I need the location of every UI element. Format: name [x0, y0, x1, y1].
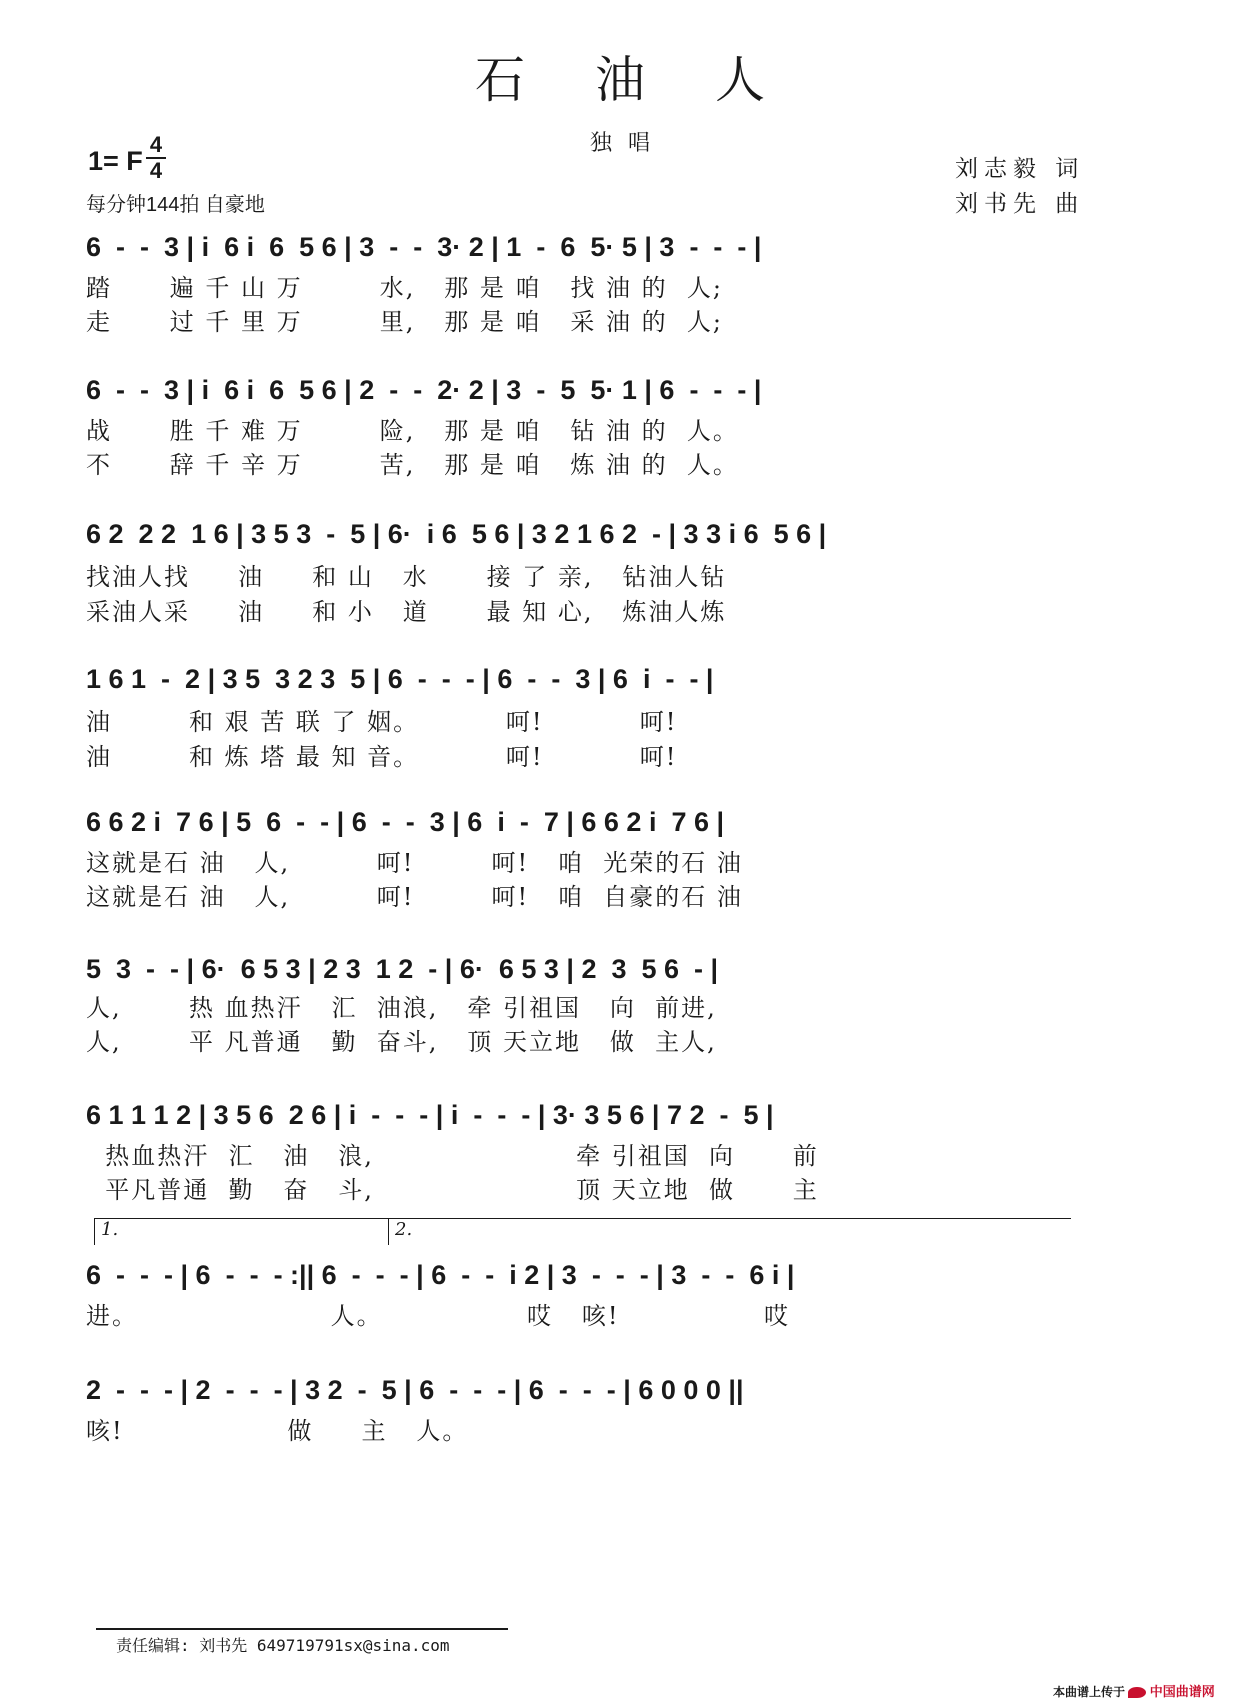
song-title: 石油人: [475, 51, 835, 109]
notation-row: 6 1 1 1 2 | 3 5 6 2 6 | i - - - | i - - - | 3· 3 5 6 | 7 2 - 5 |: [86, 1100, 774, 1130]
lyric-verse-1: 热血热汗 汇 油 浪, 牵 引祖国 向 前: [86, 1142, 819, 1170]
editor-credit: 责任编辑: 刘书先 649719791sx@sina.com: [116, 1636, 450, 1655]
upload-prefix: 本曲谱上传于: [1053, 1685, 1126, 1699]
lyric-verse-2: 平凡普通 勤 奋 斗, 顶 天立地 做 主: [86, 1176, 819, 1204]
lyric-verse-1: 踏 遍 千 山 万 水, 那 是 咱 找 油 的 人;: [86, 274, 723, 302]
notation-row: 6 - - 3 | i 6 i 6 5 6 | 3 - - 3· 2 | 1 - 6 5· 5 | 3 - - - |: [86, 232, 762, 262]
performance-type: 独唱: [589, 131, 666, 156]
site-name: 中国曲谱网: [1149, 1684, 1215, 1699]
notation-row: 1 6 1 - 2 | 3 5 3 2 3 5 | 6 - - - | 6 - - 3 | 6 i - - |: [86, 664, 714, 694]
lyric-verse-1: 人, 热 血热汗 汇 油浪, 牵 引祖国 向 前进,: [86, 994, 717, 1022]
lyric-verse-2: 走 过 千 里 万 里, 那 是 咱 采 油 的 人;: [86, 308, 723, 336]
site-logo-icon: [1128, 1687, 1146, 1698]
notation-row: 6 2 2 2 1 6 | 3 5 3 - 5 | 6· i 6 5 6 | 3 2 1 6 2 - | 3 3 i 6 5 6 |: [86, 519, 827, 549]
lyric-verse-2: 这就是石 油 人, 呵! 呵! 咱 自豪的石 油: [86, 883, 743, 911]
lyric-verse-2: 油 和 炼 塔 最 知 音。 呵! 呵!: [86, 743, 678, 771]
footer-rule: [96, 1628, 508, 1630]
notation-row: 6 - - 3 | i 6 i 6 5 6 | 2 - - 2· 2 | 3 - 5 5· 1 | 6 - - - |: [86, 375, 762, 405]
upload-source-logo: [1053, 1681, 1215, 1700]
lyric-verse-2: 采油人采 油 和 小 道 最 知 心, 炼油人炼: [86, 598, 727, 626]
composer-credit: 刘书先 曲: [955, 191, 1085, 217]
lyric-verse-1: 进。 人。 哎 咳! 哎: [86, 1302, 790, 1330]
time-signature-bottom: 4: [149, 158, 163, 183]
time-signature-top: 4: [149, 132, 163, 157]
lyric-verse-1: 战 胜 千 难 万 险, 那 是 咱 钻 油 的 人。: [86, 417, 739, 445]
key-signature: 1= F: [88, 146, 143, 176]
tempo-marking: 每分钟144拍 自豪地: [86, 194, 265, 216]
second-ending-bracket: 2.: [388, 1218, 1071, 1245]
first-ending-bracket: 1.: [94, 1218, 389, 1245]
notation-row: 6 6 2 i 7 6 | 5 6 - - | 6 - - 3 | 6 i - 7 | 6 6 2 i 7 6 |: [86, 807, 725, 837]
lyricist-credit: 刘志毅 词: [955, 156, 1085, 182]
notation-row: 5 3 - - | 6· 6 5 3 | 2 3 1 2 - | 6· 6 5 3 | 2 3 5 6 - |: [86, 954, 719, 984]
lyric-verse-1: 找油人找 油 和 山 水 接 了 亲, 钻油人钻: [86, 563, 727, 591]
notation-row: 2 - - - | 2 - - - | 3 2 - 5 | 6 - - - | 6 - - - | 6 0 0 0 ||: [86, 1375, 744, 1405]
lyric-verse-1: 油 和 艰 苦 联 了 姻。 呵! 呵!: [86, 708, 678, 736]
lyric-verse-1: 咳! 做 主 人。: [86, 1417, 469, 1445]
notation-row: 6 - - - | 6 - - - :|| 6 - - - | 6 - - i 2 | 3 - - - | 3 - - 6 i |: [86, 1260, 795, 1290]
lyric-verse-2: 人, 平 凡普通 勤 奋斗, 顶 天立地 做 主人,: [86, 1028, 717, 1056]
lyric-verse-2: 不 辞 千 辛 万 苦, 那 是 咱 炼 油 的 人。: [86, 451, 739, 479]
lyric-verse-1: 这就是石 油 人, 呵! 呵! 咱 光荣的石 油: [86, 849, 743, 877]
